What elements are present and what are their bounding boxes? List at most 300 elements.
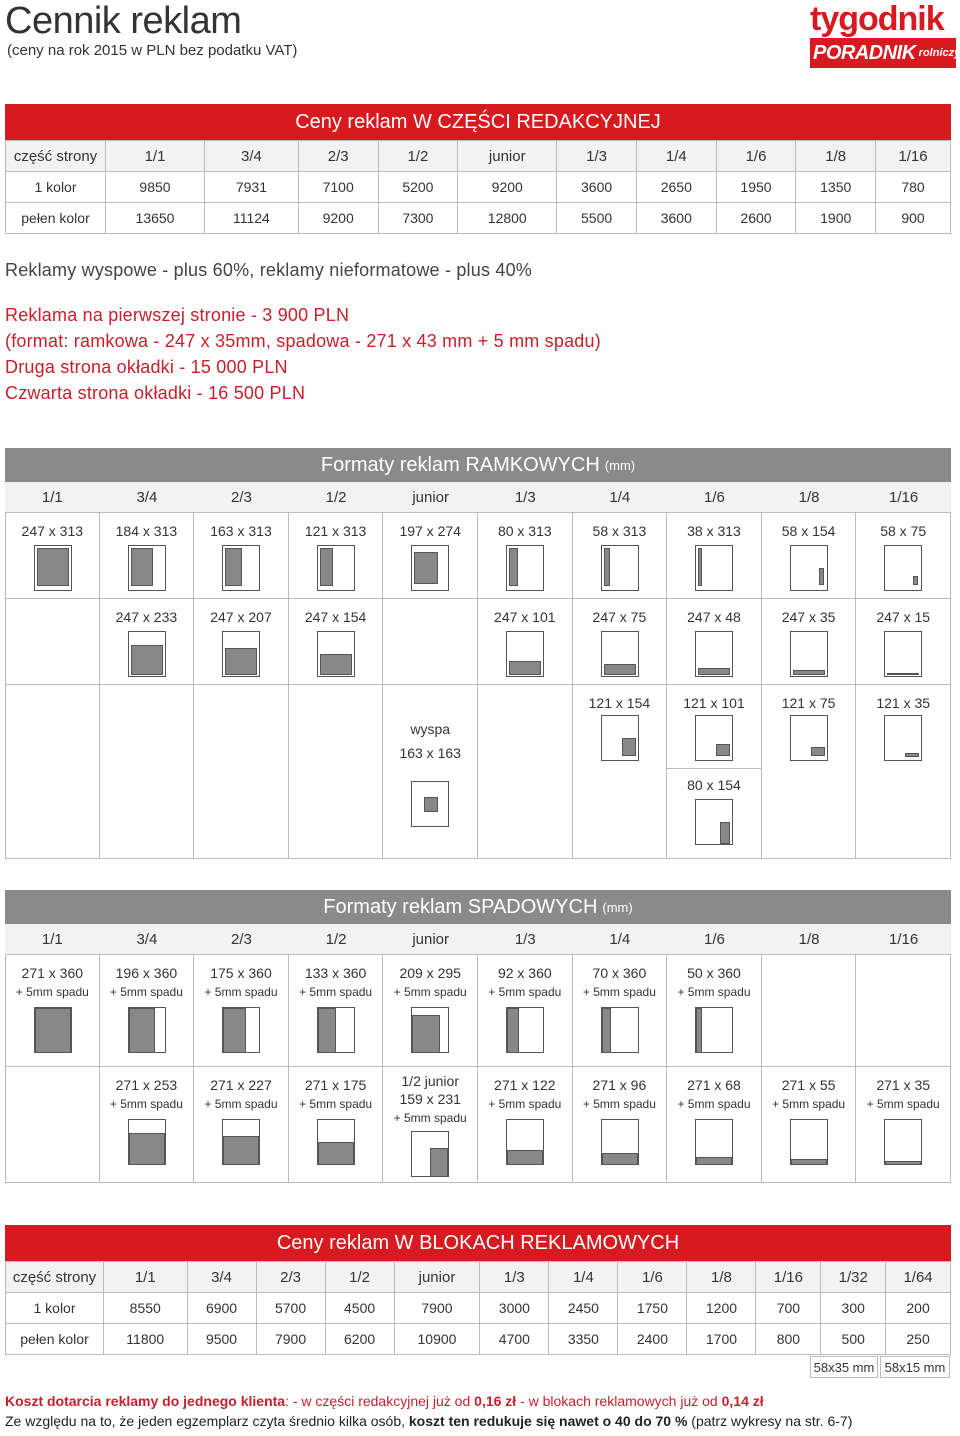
size-label: 196 x 360 xyxy=(115,965,178,981)
ramkowe-cell xyxy=(667,513,762,599)
table-cell: 1 kolor xyxy=(6,1293,104,1324)
table-cell: 11124 xyxy=(205,203,299,234)
header-cell: część strony xyxy=(6,141,106,172)
table-cell: 300 xyxy=(821,1293,886,1324)
ad-area xyxy=(414,552,438,584)
spadowe-cell xyxy=(573,1067,668,1183)
ramkowe-cell xyxy=(100,685,195,859)
table-cell: 2450 xyxy=(549,1293,618,1324)
table-cell: 780 xyxy=(876,172,951,203)
table-cell: 7100 xyxy=(298,172,378,203)
page-thumbnail xyxy=(790,715,828,761)
page-thumbnail xyxy=(317,631,355,677)
ad-area xyxy=(720,822,730,844)
table-cell: 5700 xyxy=(256,1293,325,1324)
spad-note: + 5mm spadu xyxy=(488,1097,562,1111)
redakcyjna-table xyxy=(5,140,951,234)
page-thumbnail xyxy=(884,715,922,761)
ramkowe-cell xyxy=(573,599,668,685)
ad-area xyxy=(318,1142,354,1165)
spadowe-cell xyxy=(573,955,668,1067)
size-label: 247 x 313 xyxy=(21,523,84,539)
spad-note: + 5mm spadu xyxy=(677,985,751,999)
size-note-32: 58x35 mm xyxy=(810,1356,878,1378)
header-cell: 1/4 xyxy=(549,1262,618,1293)
size-note-64: 58x15 mm xyxy=(880,1356,950,1378)
spadowe-cell xyxy=(5,955,100,1067)
note-wyspowe: Reklamy wyspowe - plus 60%, reklamy nieformatowe - plus 40% xyxy=(5,260,532,280)
page-thumbnail xyxy=(695,715,733,761)
spadowe-cell xyxy=(100,1067,195,1183)
ad-area xyxy=(819,568,824,585)
table-cell: 6900 xyxy=(187,1293,256,1324)
ad-area xyxy=(793,670,825,675)
footer-line2-end: (patrz wykresy na str. 6-7) xyxy=(687,1413,853,1429)
note-promos xyxy=(5,302,601,406)
spadowe-cell xyxy=(667,955,762,1067)
spadowe-cell xyxy=(5,1067,100,1183)
ad-area xyxy=(509,661,541,675)
page-thumbnail xyxy=(411,781,449,827)
page-thumbnail xyxy=(695,545,733,591)
spadowe-cell xyxy=(289,1067,384,1183)
spad-note: + 5mm spadu xyxy=(109,985,183,999)
header-cell: 1/16 xyxy=(876,141,951,172)
spadowe-cell xyxy=(383,955,478,1067)
table-cell: 200 xyxy=(886,1293,951,1324)
table-cell: 8550 xyxy=(104,1293,188,1324)
size-label: 271 x 253 xyxy=(115,1077,178,1093)
size-label: 159 x 231 xyxy=(399,1091,461,1107)
ramkowe-cell xyxy=(289,513,384,599)
ad-area xyxy=(225,648,257,675)
spad-note: + 5mm spadu xyxy=(204,985,278,999)
ad-area xyxy=(225,548,242,586)
size-label: 184 x 313 xyxy=(115,523,178,539)
ramkowe-cell xyxy=(194,513,289,599)
ad-area xyxy=(604,548,610,586)
size-label: 38 x 313 xyxy=(687,523,741,539)
ad-area xyxy=(604,664,636,675)
size-label: 271 x 96 xyxy=(592,1077,647,1093)
size-label: 163 x 163 xyxy=(399,745,461,761)
footer-line1-bold: Koszt dotarcia reklamy do jednego klienta xyxy=(5,1393,286,1409)
ramkowe-cell xyxy=(762,599,857,685)
header-cell: 3/4 xyxy=(187,1262,256,1293)
header-cell: 2/3 xyxy=(298,141,378,172)
footer-line1-rest: : - w części redakcyjnej już od xyxy=(285,1393,475,1409)
size-label: 247 x 15 xyxy=(876,609,931,625)
header-cell: 1/2 xyxy=(325,1262,394,1293)
ad-area xyxy=(318,1008,336,1053)
spadowe-cell xyxy=(856,1067,951,1183)
ad-area xyxy=(129,1008,155,1053)
table-cell: 1750 xyxy=(618,1293,687,1324)
footer-line1 xyxy=(5,1393,764,1409)
size-label: 1/2 junior xyxy=(401,1073,459,1089)
ramkowe-cell xyxy=(194,685,289,859)
table-cell: 2600 xyxy=(716,203,796,234)
size-label: 121 x 35 xyxy=(876,695,931,711)
ramkowe-cell xyxy=(478,599,573,685)
column-header: 1/3 xyxy=(514,488,536,506)
spadowe-cell xyxy=(194,1067,289,1183)
spad-note: + 5mm spadu xyxy=(772,1097,846,1111)
spad-note: + 5mm spadu xyxy=(393,1111,467,1125)
table-cell: 5500 xyxy=(557,203,637,234)
column-header: 1/8 xyxy=(798,930,820,948)
size-label: 271 x 68 xyxy=(687,1077,741,1093)
page-thumbnail xyxy=(317,1007,355,1053)
ad-area xyxy=(698,668,730,675)
size-label: 271 x 227 xyxy=(210,1077,272,1093)
page-thumbnail xyxy=(411,545,449,591)
note-line3: Druga strona okładki - 15 000 PLN xyxy=(5,357,288,377)
spadowe-unit: (mm) xyxy=(602,899,633,915)
column-header: 1/8 xyxy=(798,488,820,506)
size-label: 271 x 360 xyxy=(21,965,84,981)
size-label: 58 x 154 xyxy=(781,523,836,539)
table-cell: 4500 xyxy=(325,1293,394,1324)
ramkowe-unit: (mm) xyxy=(604,457,636,473)
page-thumbnail xyxy=(506,1007,544,1053)
ad-area xyxy=(696,1157,732,1165)
size-label: 209 x 295 xyxy=(399,965,461,981)
ad-area xyxy=(811,747,825,756)
header-cell: 1/16 xyxy=(756,1262,821,1293)
page-thumbnail xyxy=(128,545,166,591)
size-label: 58 x 313 xyxy=(592,523,647,539)
spad-note: + 5mm spadu xyxy=(109,1097,183,1111)
ramkowe-cell xyxy=(856,599,951,685)
redakcyjna-title xyxy=(5,104,951,140)
ramkowe-cell xyxy=(289,599,384,685)
table-cell: 7300 xyxy=(378,203,458,234)
header-cell: 1/4 xyxy=(636,141,716,172)
spadowe-cell xyxy=(194,955,289,1067)
ramkowe-cell xyxy=(667,599,762,685)
page-thumbnail xyxy=(695,799,733,845)
logo-main: PORADNIK xyxy=(813,41,916,64)
ramkowe-cell xyxy=(478,685,573,859)
table-cell: 3600 xyxy=(557,172,637,203)
table-cell: 9850 xyxy=(106,172,205,203)
ramkowe-cell xyxy=(762,513,857,599)
bloki-title xyxy=(5,1225,951,1261)
page-thumbnail xyxy=(128,631,166,677)
table-cell: pełen kolor xyxy=(6,1324,104,1355)
bloki-table xyxy=(5,1261,951,1355)
ramkowe-cell xyxy=(762,685,857,859)
table-cell: 800 xyxy=(756,1324,821,1355)
header-cell: 1/6 xyxy=(716,141,796,172)
ramkowe-cell xyxy=(383,599,478,685)
size-label: 247 x 233 xyxy=(115,609,178,625)
table-cell: 900 xyxy=(876,203,951,234)
page-thumbnail xyxy=(222,1007,260,1053)
header-cell: 1/2 xyxy=(378,141,458,172)
column-header: 1/16 xyxy=(889,930,919,948)
table-cell: 1 kolor xyxy=(6,172,106,203)
spad-note: + 5mm spadu xyxy=(15,985,89,999)
header-cell: junior xyxy=(458,141,557,172)
size-label: 247 x 101 xyxy=(494,609,556,625)
ad-area xyxy=(223,1008,246,1053)
header-cell: część strony xyxy=(6,1262,104,1293)
header-cell: 1/1 xyxy=(104,1262,188,1293)
spadowe-cell xyxy=(762,1067,857,1183)
page-thumbnail xyxy=(601,631,639,677)
size-label: 271 x 55 xyxy=(781,1077,836,1093)
table-cell: 13650 xyxy=(106,203,205,234)
table-cell: 12800 xyxy=(458,203,557,234)
page-thumbnail xyxy=(317,545,355,591)
column-header: 1/2 xyxy=(325,488,347,506)
header-cell: 1/8 xyxy=(687,1262,756,1293)
redakcyjna-title-text: Ceny reklam W CZĘŚCI REDAKCYJNEJ xyxy=(295,110,661,133)
footer-line2-bold: koszt ten redukuje się nawet o 40 do 70 % xyxy=(408,1413,688,1429)
size-label: 247 x 48 xyxy=(687,609,741,625)
note-line4: Czwarta strona okładki - 16 500 PLN xyxy=(5,383,306,403)
table-cell: 1200 xyxy=(687,1293,756,1324)
ad-area xyxy=(507,1008,519,1053)
page-thumbnail xyxy=(601,1007,639,1053)
ramkowe-cell xyxy=(5,513,100,599)
ad-area xyxy=(412,1015,440,1053)
page-thumbnail xyxy=(317,1119,355,1165)
column-header: 3/4 xyxy=(136,930,158,948)
size-label: 247 x 75 xyxy=(592,609,647,625)
ad-area xyxy=(509,548,518,586)
ad-area xyxy=(716,744,730,756)
size-label: 70 x 360 xyxy=(592,965,647,981)
logo xyxy=(810,0,960,70)
size-label: 121 x 101 xyxy=(683,695,745,711)
header-cell: 1/3 xyxy=(557,141,637,172)
footer-line1-v1: 0,16 zł xyxy=(474,1393,517,1409)
table-cell: pełen kolor xyxy=(6,203,106,234)
ramkowe-cell xyxy=(856,513,951,599)
column-header: 1/16 xyxy=(889,488,919,506)
table-cell: 250 xyxy=(886,1324,951,1355)
page-thumbnail xyxy=(506,1119,544,1165)
table-cell: 7931 xyxy=(205,172,299,203)
page-thumbnail xyxy=(128,1119,166,1165)
table-cell: 9500 xyxy=(187,1324,256,1355)
table-cell: 1950 xyxy=(716,172,796,203)
table-cell: 7900 xyxy=(394,1293,480,1324)
page-thumbnail xyxy=(695,1007,733,1053)
logo-top: tygodnik xyxy=(810,0,944,38)
column-header: 3/4 xyxy=(136,488,158,506)
table-cell: 700 xyxy=(756,1293,821,1324)
note-line1: Reklama na pierwszej stronie - 3 900 PLN xyxy=(5,305,350,325)
size-label: wyspa xyxy=(410,721,451,737)
column-header: 1/6 xyxy=(704,488,725,506)
ad-area xyxy=(887,673,919,675)
size-label: 121 x 313 xyxy=(304,523,367,539)
page-title: Cennik reklam xyxy=(5,0,242,42)
ramkowe-cell xyxy=(667,685,762,769)
wyspa-cell xyxy=(383,685,478,859)
table-header xyxy=(6,141,951,172)
footer-line1-v2: 0,14 zł xyxy=(721,1393,764,1409)
column-header: junior xyxy=(412,488,450,506)
ramkowe-cell xyxy=(100,513,195,599)
bloki-title-text: Ceny reklam W BLOKACH REKLAMOWYCH xyxy=(276,1231,680,1254)
spadowe-cell xyxy=(667,1067,762,1183)
spad-note: + 5mm spadu xyxy=(866,1097,940,1111)
column-header: 1/1 xyxy=(41,488,63,506)
header-cell: 2/3 xyxy=(256,1262,325,1293)
page-thumbnail xyxy=(884,631,922,677)
page-thumbnail xyxy=(884,1119,922,1165)
ad-area xyxy=(223,1136,259,1165)
column-header: 1/4 xyxy=(609,930,631,948)
spadowe-title xyxy=(5,890,951,924)
size-label: 50 x 360 xyxy=(687,965,741,981)
table-cell: 9200 xyxy=(298,203,378,234)
ad-area xyxy=(913,576,918,585)
footer-line2-start: Ze względu na to, że jeden egzemplarz czyta średnio kilka osób, xyxy=(5,1413,409,1429)
page-thumbnail xyxy=(790,1119,828,1165)
size-label: 271 x 35 xyxy=(876,1077,931,1093)
spad-note: + 5mm spadu xyxy=(299,1097,373,1111)
spadowe-cols xyxy=(5,924,951,954)
ad-area xyxy=(905,753,919,757)
size-label: 80 x 313 xyxy=(497,523,552,539)
page-thumbnail xyxy=(601,715,639,761)
column-header: 2/3 xyxy=(231,488,252,506)
spadowe-cell xyxy=(856,955,951,1067)
table-cell: 7900 xyxy=(256,1324,325,1355)
table-cell: 1900 xyxy=(796,203,876,234)
ad-area xyxy=(430,1148,448,1177)
note-line2: (format: ramkowa - 247 x 35mm, spadowa - 271 x 43 mm + 5 mm spadu) xyxy=(5,331,601,351)
spadowe-grid xyxy=(5,954,951,1182)
page-thumbnail xyxy=(790,631,828,677)
ad-area xyxy=(131,548,153,586)
column-header: junior xyxy=(412,930,450,948)
page-thumbnail xyxy=(506,545,544,591)
size-label: 271 x 122 xyxy=(494,1077,556,1093)
spad-note: + 5mm spadu xyxy=(582,1097,656,1111)
ramkowe-grid xyxy=(5,512,951,858)
column-header: 1/1 xyxy=(41,930,63,948)
column-header: 1/4 xyxy=(609,488,631,506)
spadowe-cell xyxy=(478,955,573,1067)
page-subtitle: (ceny na rok 2015 w PLN bez podatku VAT) xyxy=(7,42,298,59)
ramkowe-cell xyxy=(573,685,668,859)
header-cell: 1/1 xyxy=(106,141,205,172)
table-cell: 3350 xyxy=(549,1324,618,1355)
spadowe-cell xyxy=(289,955,384,1067)
ad-area xyxy=(696,1008,702,1053)
logo-sub: rolniczy xyxy=(918,47,960,59)
table-row xyxy=(6,172,951,203)
ramkowe-cell xyxy=(383,513,478,599)
header xyxy=(0,0,960,80)
table-row xyxy=(6,203,951,234)
ad-area xyxy=(37,548,69,586)
ad-area xyxy=(320,654,352,675)
spad-note: + 5mm spadu xyxy=(393,985,467,999)
table-cell: 3000 xyxy=(480,1293,549,1324)
spadowe-cell xyxy=(100,955,195,1067)
spadowe-cell xyxy=(383,1067,478,1183)
ad-area xyxy=(791,1159,827,1165)
page-thumbnail xyxy=(222,631,260,677)
ramkowe-cell xyxy=(194,599,289,685)
table-cell: 3600 xyxy=(636,203,716,234)
ad-area xyxy=(698,548,702,586)
logo-bar xyxy=(810,38,960,68)
ramkowe-cell xyxy=(100,599,195,685)
size-label: 133 x 360 xyxy=(304,965,367,981)
page-thumbnail xyxy=(411,1131,449,1177)
table-cell: 6200 xyxy=(325,1324,394,1355)
table-row xyxy=(6,1324,951,1355)
footer-line1-mid: - w blokach reklamowych już od xyxy=(516,1393,722,1409)
size-label: 197 x 274 xyxy=(399,523,461,539)
page-thumbnail xyxy=(506,631,544,677)
page-thumbnail xyxy=(695,1119,733,1165)
spad-note: + 5mm spadu xyxy=(299,985,373,999)
page-thumbnail xyxy=(222,1119,260,1165)
page-thumbnail xyxy=(128,1007,166,1053)
spad-note: + 5mm spadu xyxy=(582,985,656,999)
page-thumbnail xyxy=(601,545,639,591)
table-cell: 10900 xyxy=(394,1324,480,1355)
table-cell: 500 xyxy=(821,1324,886,1355)
spadowe-cell xyxy=(762,955,857,1067)
ramkowe-cell xyxy=(5,599,100,685)
size-label: 247 x 154 xyxy=(304,609,367,625)
table-header xyxy=(6,1262,951,1293)
page-thumbnail xyxy=(601,1119,639,1165)
page-thumbnail xyxy=(222,545,260,591)
header-cell: 1/64 xyxy=(886,1262,951,1293)
size-label: 175 x 360 xyxy=(210,965,272,981)
table-cell: 2650 xyxy=(636,172,716,203)
column-header: 1/3 xyxy=(514,930,536,948)
header-cell: 1/3 xyxy=(480,1262,549,1293)
size-label: 271 x 175 xyxy=(304,1077,367,1093)
page-thumbnail xyxy=(34,545,72,591)
header-cell: 1/8 xyxy=(796,141,876,172)
size-label: 58 x 75 xyxy=(880,523,927,539)
spadowe-cell xyxy=(478,1067,573,1183)
ad-area xyxy=(885,1161,921,1165)
table-cell: 2400 xyxy=(618,1324,687,1355)
header-cell: 1/32 xyxy=(821,1262,886,1293)
ad-area xyxy=(622,738,636,756)
ramkowe-title xyxy=(5,448,951,482)
ad-area xyxy=(602,1008,611,1053)
ramkowe-title-text: Formaty reklam RAMKOWYCH xyxy=(320,453,600,476)
size-label: 80 x 154 xyxy=(687,777,741,793)
ad-area xyxy=(129,1133,165,1165)
page-thumbnail xyxy=(34,1007,72,1053)
column-header: 2/3 xyxy=(231,930,252,948)
ad-area xyxy=(507,1150,543,1165)
table-row xyxy=(6,1293,951,1324)
ramkowe-cell xyxy=(5,685,100,859)
column-header: 1/2 xyxy=(325,930,347,948)
ad-area xyxy=(35,1008,71,1053)
ramkowe-cell xyxy=(573,513,668,599)
spad-note: + 5mm spadu xyxy=(677,1097,751,1111)
